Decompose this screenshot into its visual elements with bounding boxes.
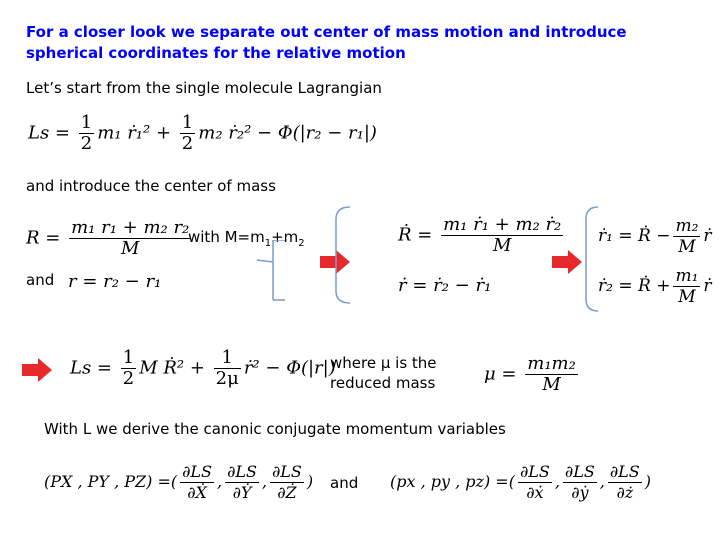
fraction-half-mu: $\frac{1}{2\mu}$: [215, 347, 239, 389]
partial-frac-x: $\frac{\partial LS}{\text{∂Ẋ}}$: [182, 462, 212, 502]
right-arrow-icon: [22, 358, 52, 382]
kinetic-term-1: m₁ ṙ₁²: [97, 122, 151, 144]
slide-heading: For a closer look we separate out center of mass motion and introduce spherical coordinates for the relative motion: [26, 23, 627, 62]
left-bracket: [330, 205, 360, 305]
equation-relative-momentum: (px , py , pz) =( $\frac{\partial LS}{\text{∂ẋ}}$ , $\frac{\partial LS}{\text{∂ẏ}}$ , $\frac{\partial LS}{\partial ż}$ ): [390, 462, 651, 502]
lagrangian-lhs: Ls =: [28, 122, 70, 144]
right-arrow-icon: [552, 250, 582, 274]
equation-lagrangian: [28, 113, 377, 154]
kinetic-term-2: m₂ ṙ₂²: [198, 122, 252, 144]
com-fraction: $\frac{\text{m₁ r₁ + m₂ r₂}}{M}$: [71, 217, 190, 259]
intro-com-text: and introduce the center of mass: [26, 177, 276, 195]
equation-reduced-lagrangian: Ls = $\frac{1}{2}$ M Ṙ² + $\frac{1}{2\mu}$ ṙ² − Φ(|r|): [70, 347, 336, 389]
partial-frac-y: $\frac{\partial LS}{\text{∂Ẏ}}$: [227, 462, 257, 502]
total-mass-definition: with $M=m_1+m_2$: [188, 228, 305, 249]
intro-lagrangian-text: Let’s start from the single molecule Lagrangian: [26, 79, 382, 97]
canonic-momentum-text: With L we derive the canonic conjugate momentum variables: [44, 420, 506, 438]
com-dot-fraction: $\frac{\text{m₁ ṙ₁ + m₂ ṙ₂}}{M}$: [443, 214, 562, 256]
equation-relative-position: r = r₂ − r₁: [68, 271, 162, 292]
potential-term: − Φ(|r₂ − r₁|): [257, 122, 377, 144]
mu-fraction: $\frac{\text{m₁m₂}}{M}$: [527, 353, 576, 395]
equation-relative-velocity: ṙ = ṙ₂ − ṙ₁: [398, 275, 492, 296]
equation-center-of-mass: [26, 218, 194, 259]
r1-fraction: $\frac{\text{m₂}}{M}$: [675, 216, 699, 257]
partial-frac-z-rel: $\frac{\partial LS}{\partial ż}$: [609, 462, 640, 502]
and-label-2: and: [330, 474, 359, 492]
plus-sign: +: [155, 122, 172, 144]
equation-reduced-mass: μ = $\frac{\text{m₁m₂}}{M}$: [484, 353, 576, 395]
partial-frac-x-rel: $\frac{\partial LS}{\text{∂ẋ}}$: [519, 462, 550, 502]
partial-frac-y-rel: $\frac{\partial LS}{\text{∂ẏ}}$: [564, 462, 595, 502]
com-lhs: R =: [26, 227, 61, 249]
equation-com-velocity: [398, 215, 566, 256]
reduced-mass-text: where μ is the reduced mass: [330, 354, 437, 392]
fraction-half-3: $\frac{1}{2}$: [122, 347, 135, 389]
fraction-half-2: $\frac{1}{2}$: [181, 112, 194, 154]
com-dot-lhs: Ṙ =: [398, 224, 433, 246]
partial-frac-z: $\frac{\partial LS}{\partial Ż}$: [272, 462, 302, 502]
and-label: and: [26, 271, 55, 289]
equation-r2-velocity: ṙ₂ = Ṙ + $\frac{\text{m₁}}{M}$ ṙ: [598, 266, 712, 307]
equation-com-momentum: (PX , PY , PZ) =( $\frac{\partial LS}{\text{∂Ẋ}}$ , $\frac{\partial LS}{\text{∂Ẏ}}$ , $\frac{\partial LS}{\partial Ż}$ ): [44, 462, 314, 502]
equation-r1-velocity: ṙ₁ = Ṙ − $\frac{\text{m₂}}{M}$ ṙ: [598, 216, 712, 257]
fraction-half-1: $\frac{1}{2}$: [80, 112, 93, 154]
r2-fraction: $\frac{\text{m₁}}{M}$: [675, 266, 699, 307]
